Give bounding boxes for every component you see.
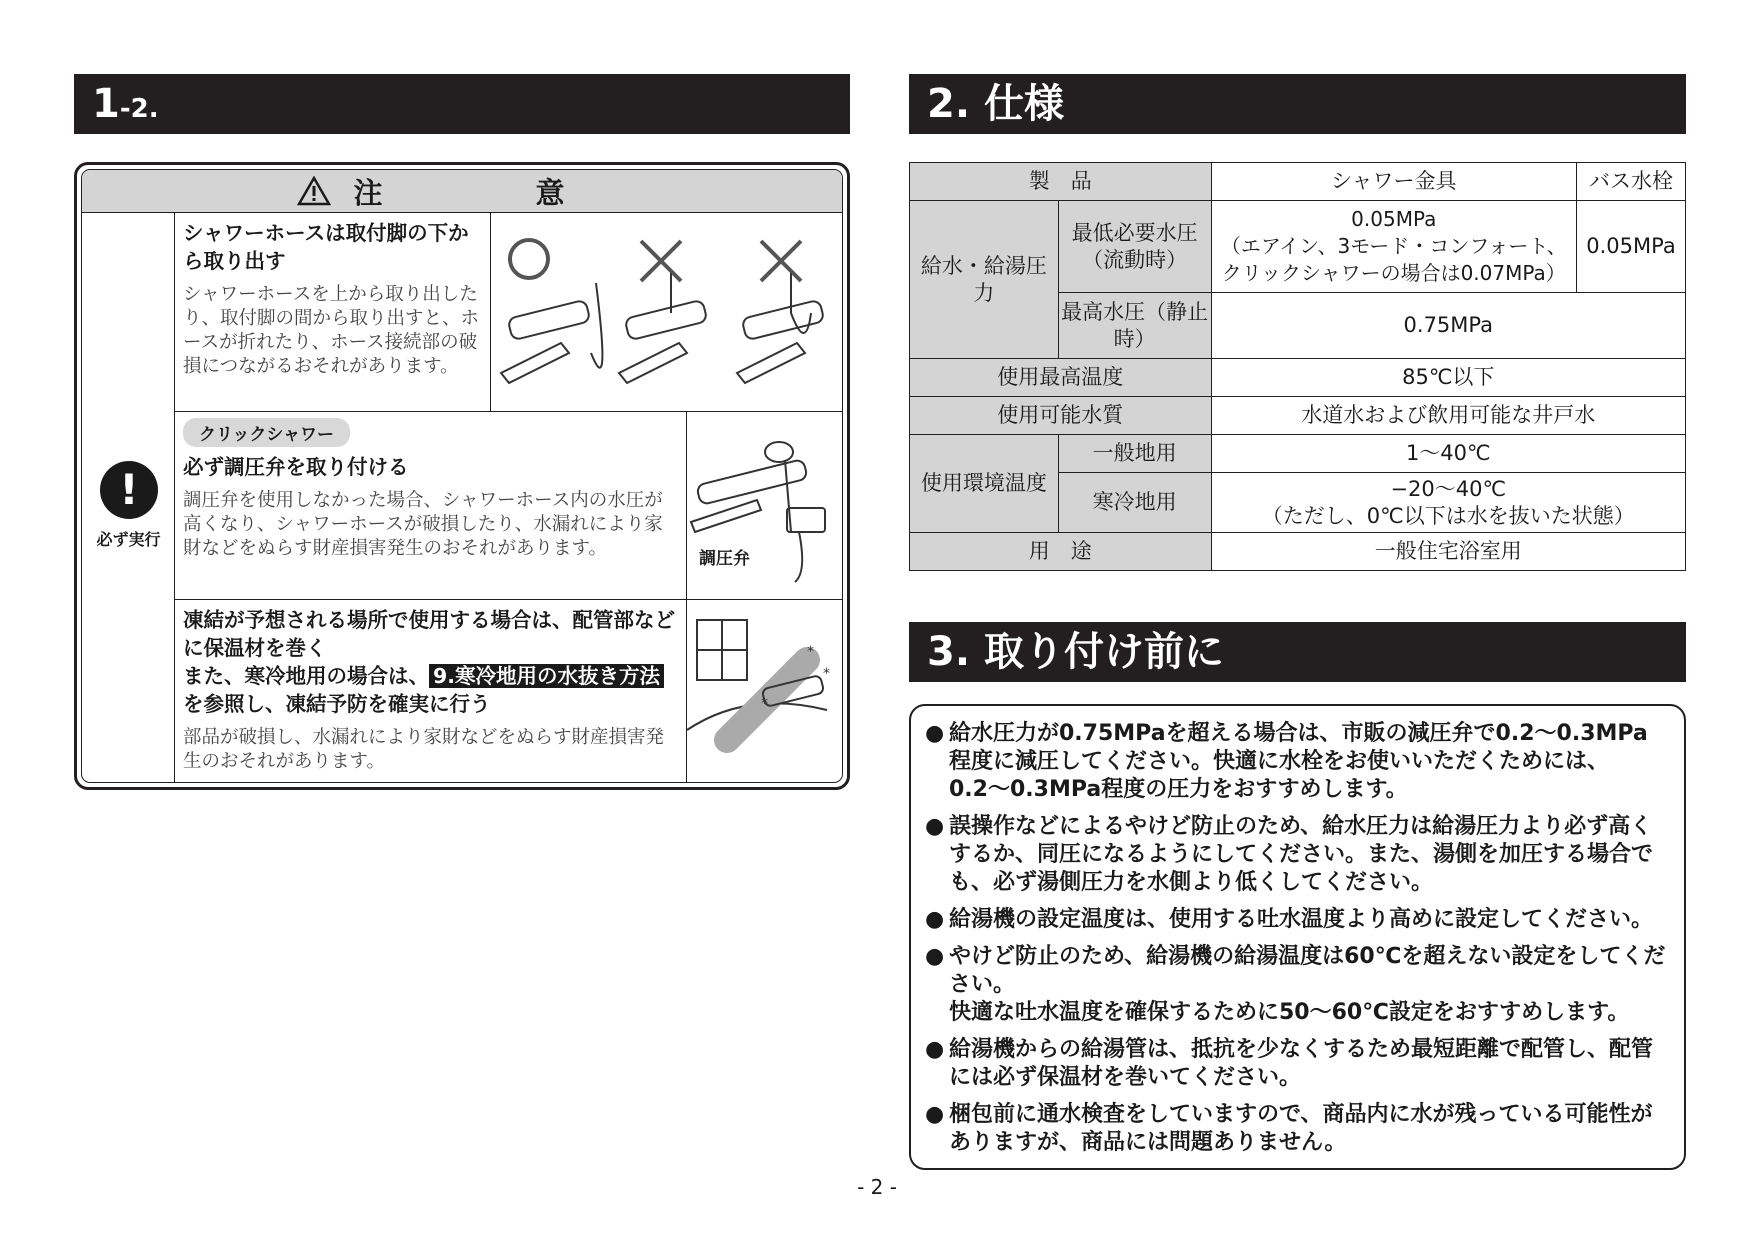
- min-pressure-value: 0.05MPa: [1351, 207, 1437, 231]
- spec-table: [909, 162, 1686, 571]
- water-quality-value: 水道水および飲用可能な井戸水: [1211, 397, 1685, 435]
- caution-row-freeze: [175, 600, 842, 782]
- max-temp-label: 使用最高温度: [910, 359, 1212, 397]
- note-item: ● やけど防止のため、給湯機の給湯温度は60℃を超えない設定をしてください。 快適な吐水温度を確保するために50〜60℃設定をおすすめします。: [925, 944, 1666, 1025]
- bath-col-header: バス水栓: [1577, 163, 1686, 201]
- note-item: ● 給湯機の設定温度は、使用する吐水温度より高めに設定してください。: [925, 907, 1654, 932]
- general-area-label: 一般地用: [1058, 435, 1211, 473]
- before-install-notes: [909, 704, 1686, 1170]
- note-item: ● 給水圧力が0.75MPaを超える場合は、市販の減圧弁で0.2〜0.3MPa程度に減圧してください。快適に水栓をお使いいただくためには、0.2〜0.3MPa程度の圧力をおすすめします。: [925, 721, 1648, 802]
- cold-area-note: （ただし、0℃以下は水を抜いた状態）: [1261, 503, 1635, 528]
- min-pressure-note2: クリックシャワーの場合は0.07MPa）: [1221, 261, 1566, 285]
- page-number: - 2 -: [857, 1175, 897, 1199]
- must-do-label: 必ず実行: [96, 530, 161, 549]
- section-1-2-header: [74, 74, 850, 134]
- bullet-icon: ●: [925, 1102, 945, 1127]
- valve-body: 調圧弁を使用しなかった場合、シャワーホース内の水圧が高くなり、シャワーホースが破損したり、水漏れにより家財などをぬらす財産損害発生のおそれがあります。: [183, 490, 663, 559]
- hose-illustration: [490, 213, 842, 411]
- spec-title: 2. 仕様: [927, 81, 1064, 127]
- svg-text:*: *: [823, 666, 830, 682]
- freeze-line3: を参照し、凍結予防を確実に行う: [183, 692, 491, 716]
- min-pressure-bath: 0.05MPa: [1577, 201, 1686, 293]
- valve-heading: 必ず調圧弁を取り付ける: [183, 455, 409, 479]
- hose-body: シャワーホースを上から取り出したり、取付脚の間から取り出すと、ホースが折れたり、ホース接続部の破損につながるおそれがあります。: [183, 284, 480, 377]
- freeze-heading: 凍結が予想される場所で使用する場合は、配管部などに保温材を巻く: [183, 608, 675, 660]
- section-before-install-header: [909, 622, 1686, 682]
- bullet-icon: ●: [925, 814, 945, 839]
- valve-label: 調圧弁: [699, 549, 750, 569]
- water-quality-label: 使用可能水質: [910, 397, 1212, 435]
- bullet-icon: ●: [925, 721, 945, 746]
- usage-label: 用 途: [910, 533, 1212, 571]
- warning-triangle-icon: [297, 176, 331, 206]
- ng-cross-icon: [641, 241, 681, 281]
- freeze-illustration: [686, 600, 842, 782]
- cold-area-value: −20〜40℃: [1390, 476, 1507, 501]
- caution-box: [74, 162, 850, 790]
- cold-area-label: 寒冷地用: [1058, 473, 1211, 533]
- ng-cross-icon: [761, 241, 801, 281]
- freeze-link-ref[interactable]: 9.寒冷地用の水抜き方法: [429, 664, 664, 688]
- section-suffix: -2.: [119, 94, 159, 124]
- ok-circle-icon: [510, 240, 548, 278]
- exclamation-icon: !: [100, 461, 158, 519]
- freeze-line2-pre: また、寒冷地用の場合は、: [183, 664, 429, 688]
- note-item: ● 給湯機からの給湯管は、抵抗を少なくするため最短距離で配管し、配管には必ず保温材を巻いてください。: [925, 1037, 1654, 1090]
- max-temp-value: 85℃以下: [1211, 359, 1685, 397]
- note-extra: 快適な吐水温度を確保するために50〜60℃設定をおすすめします。: [949, 1000, 1630, 1025]
- note-item: ● 誤操作などによるやけど防止のため、給水圧力は給湯圧力より必ず高くするか、同圧になるようにしてください。また、湯側を加圧する場合でも、必ず湯側圧力を水側より低くしてください。: [925, 814, 1654, 895]
- pressure-label: 給水・給湯圧力: [910, 201, 1059, 359]
- section-number: 1: [92, 81, 120, 127]
- hose-heading: シャワーホースは取付脚の下から取り出す: [183, 221, 469, 273]
- usage-value: 一般住宅浴室用: [1211, 533, 1685, 571]
- svg-text:*: *: [807, 644, 814, 660]
- shower-col-header: シャワー金具: [1211, 163, 1576, 201]
- note-item: ● 梱包前に通水検査をしていますので、商品内に水が残っている可能性がありますが、商品には問題ありません。: [925, 1102, 1653, 1155]
- max-pressure-value: 0.75MPa: [1211, 293, 1685, 359]
- bullet-icon: ●: [925, 907, 945, 932]
- caution-left-column: [82, 213, 175, 782]
- bullet-icon: ●: [925, 1037, 945, 1062]
- caution-title: 注 意: [353, 175, 627, 210]
- env-temp-label: 使用環境温度: [910, 435, 1059, 533]
- caution-row-hose: [175, 213, 842, 412]
- freeze-body: 部品が破損し、水漏れにより家財などをぬらす財産損害発生のおそれがあります。: [183, 727, 665, 772]
- svg-text:*: *: [761, 696, 768, 712]
- min-pressure-label: 最低必要水圧（流動時）: [1058, 201, 1211, 293]
- caution-row-valve: [175, 412, 842, 600]
- click-shower-tag: クリックシャワー: [183, 418, 350, 447]
- valve-illustration: [686, 412, 842, 599]
- bullet-icon: ●: [925, 944, 945, 969]
- max-pressure-label: 最高水圧（静止時）: [1058, 293, 1211, 359]
- general-area-value: 1〜40℃: [1211, 435, 1685, 473]
- section-spec-header: [909, 74, 1686, 134]
- before-install-title: 3. 取り付け前に: [927, 629, 1224, 675]
- min-pressure-note1: （エアイン、3モード・コンフォート、: [1220, 234, 1567, 258]
- product-header: 製 品: [910, 163, 1212, 201]
- caution-header: [82, 170, 842, 213]
